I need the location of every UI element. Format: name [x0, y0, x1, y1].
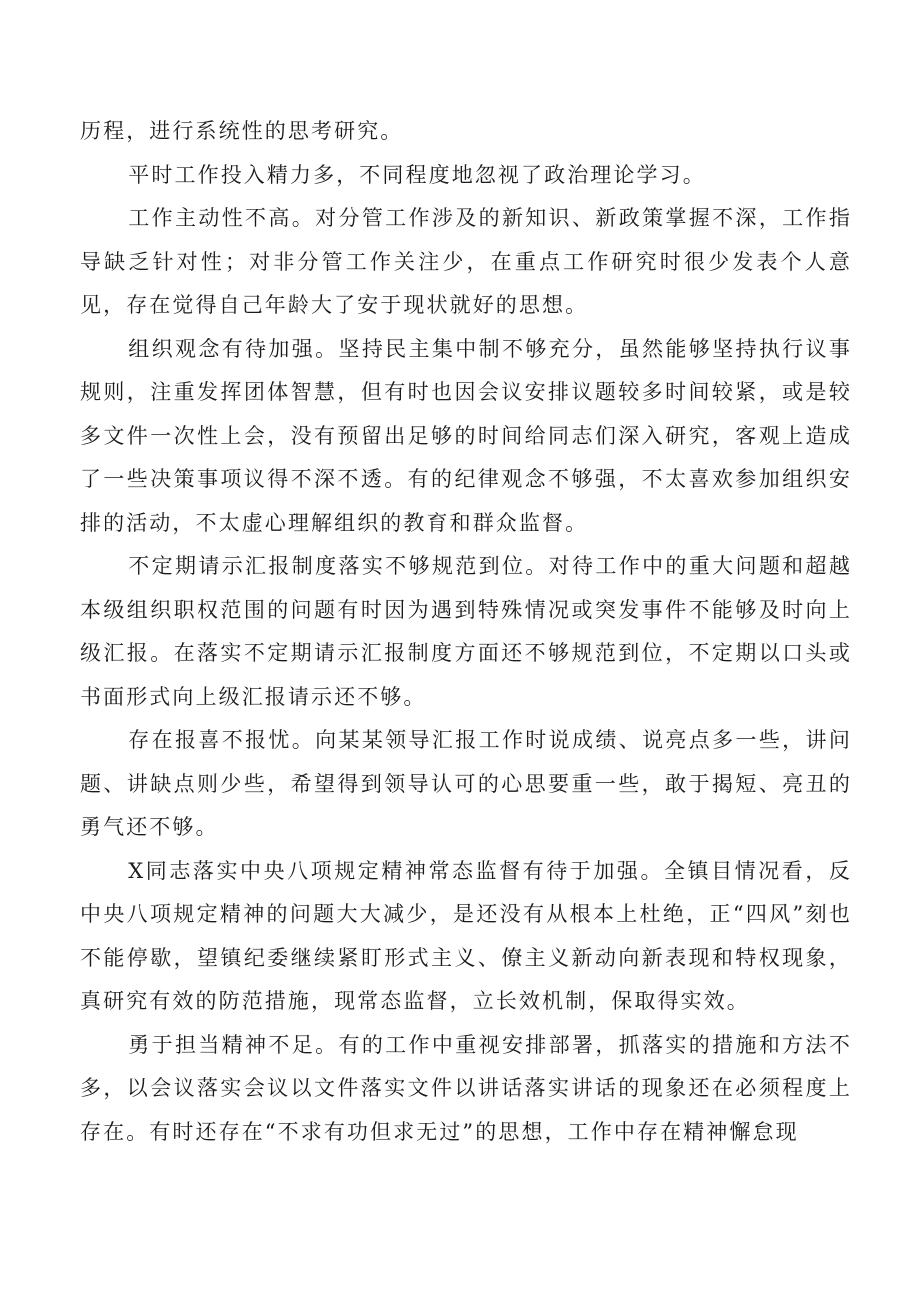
paragraph: 平时工作投入精力多，不同程度地忽视了政治理论学习。 [128, 162, 706, 187]
paragraph: 组织观念有待加强。坚持民主集中制不够充分，虽然能够坚持执行议事规则，注重发挥团体智慧，但有时也因会议安排议题较多时间较紧，或是较多文件一次性上会，没有预留出足够的时间给同志们深入研究，客观上造成了一些决策事项议得不深不透。有的纪律观念不够强，不太喜欢参加组织安排的活动，不太虚心理解组织的教育和群众监督。 [80, 336, 852, 535]
paragraph: 存在报喜不报忧。向某某领导汇报工作时说成绩、说亮点多一些，讲问题、讲缺点则少些，希望得到领导认可的心思要重一些，敢于揭短、亮丑的勇气还不够。 [80, 728, 852, 839]
paragraph-continuation: 历程，进行系统性的思考研究。 [80, 119, 404, 143]
paragraph: 不定期请示汇报制度落实不够规范到位。对待工作中的重大问题和超越本级组织职权范围的问题有时因为遇到特殊情况或突发事件不能够及时向上级汇报。在落实不定期请示汇报制度方面还不够规范到位，不定期以口头或书面形式向上级汇报请示还不够。 [80, 554, 852, 709]
paragraph: 工作主动性不高。对分管工作涉及的新知识、新政策掌握不深，工作指导缺乏针对性；对非分管工作关注少，在重点工作研究时很少发表个人意见，存在觉得自己年龄大了安于现状就好的思想。 [80, 206, 852, 317]
paragraph: X同志落实中央八项规定精神常态监督有待于加强。全镇目情况看，反中央八项规定精神的问题大大减少，是还没有从根本上杜绝，正“四风”刻也不能停歇，望镇纪委继续紧盯形式主义、僚主义新动向新表现和特权现象，真研究有效的防范措施，现常态监督，立长效机制，保取得实效。 [80, 858, 852, 1013]
document-body [80, 110, 852, 1154]
paragraph: 勇于担当精神不足。有的工作中重视安排部署，抓落实的措施和方法不多，以会议落实会议以文件落实文件以讲话落实讲话的现象还在必须程度上存在。有时还存在“不求有功但求无过”的思想，工作中存在精神懈怠现 [80, 1032, 852, 1144]
